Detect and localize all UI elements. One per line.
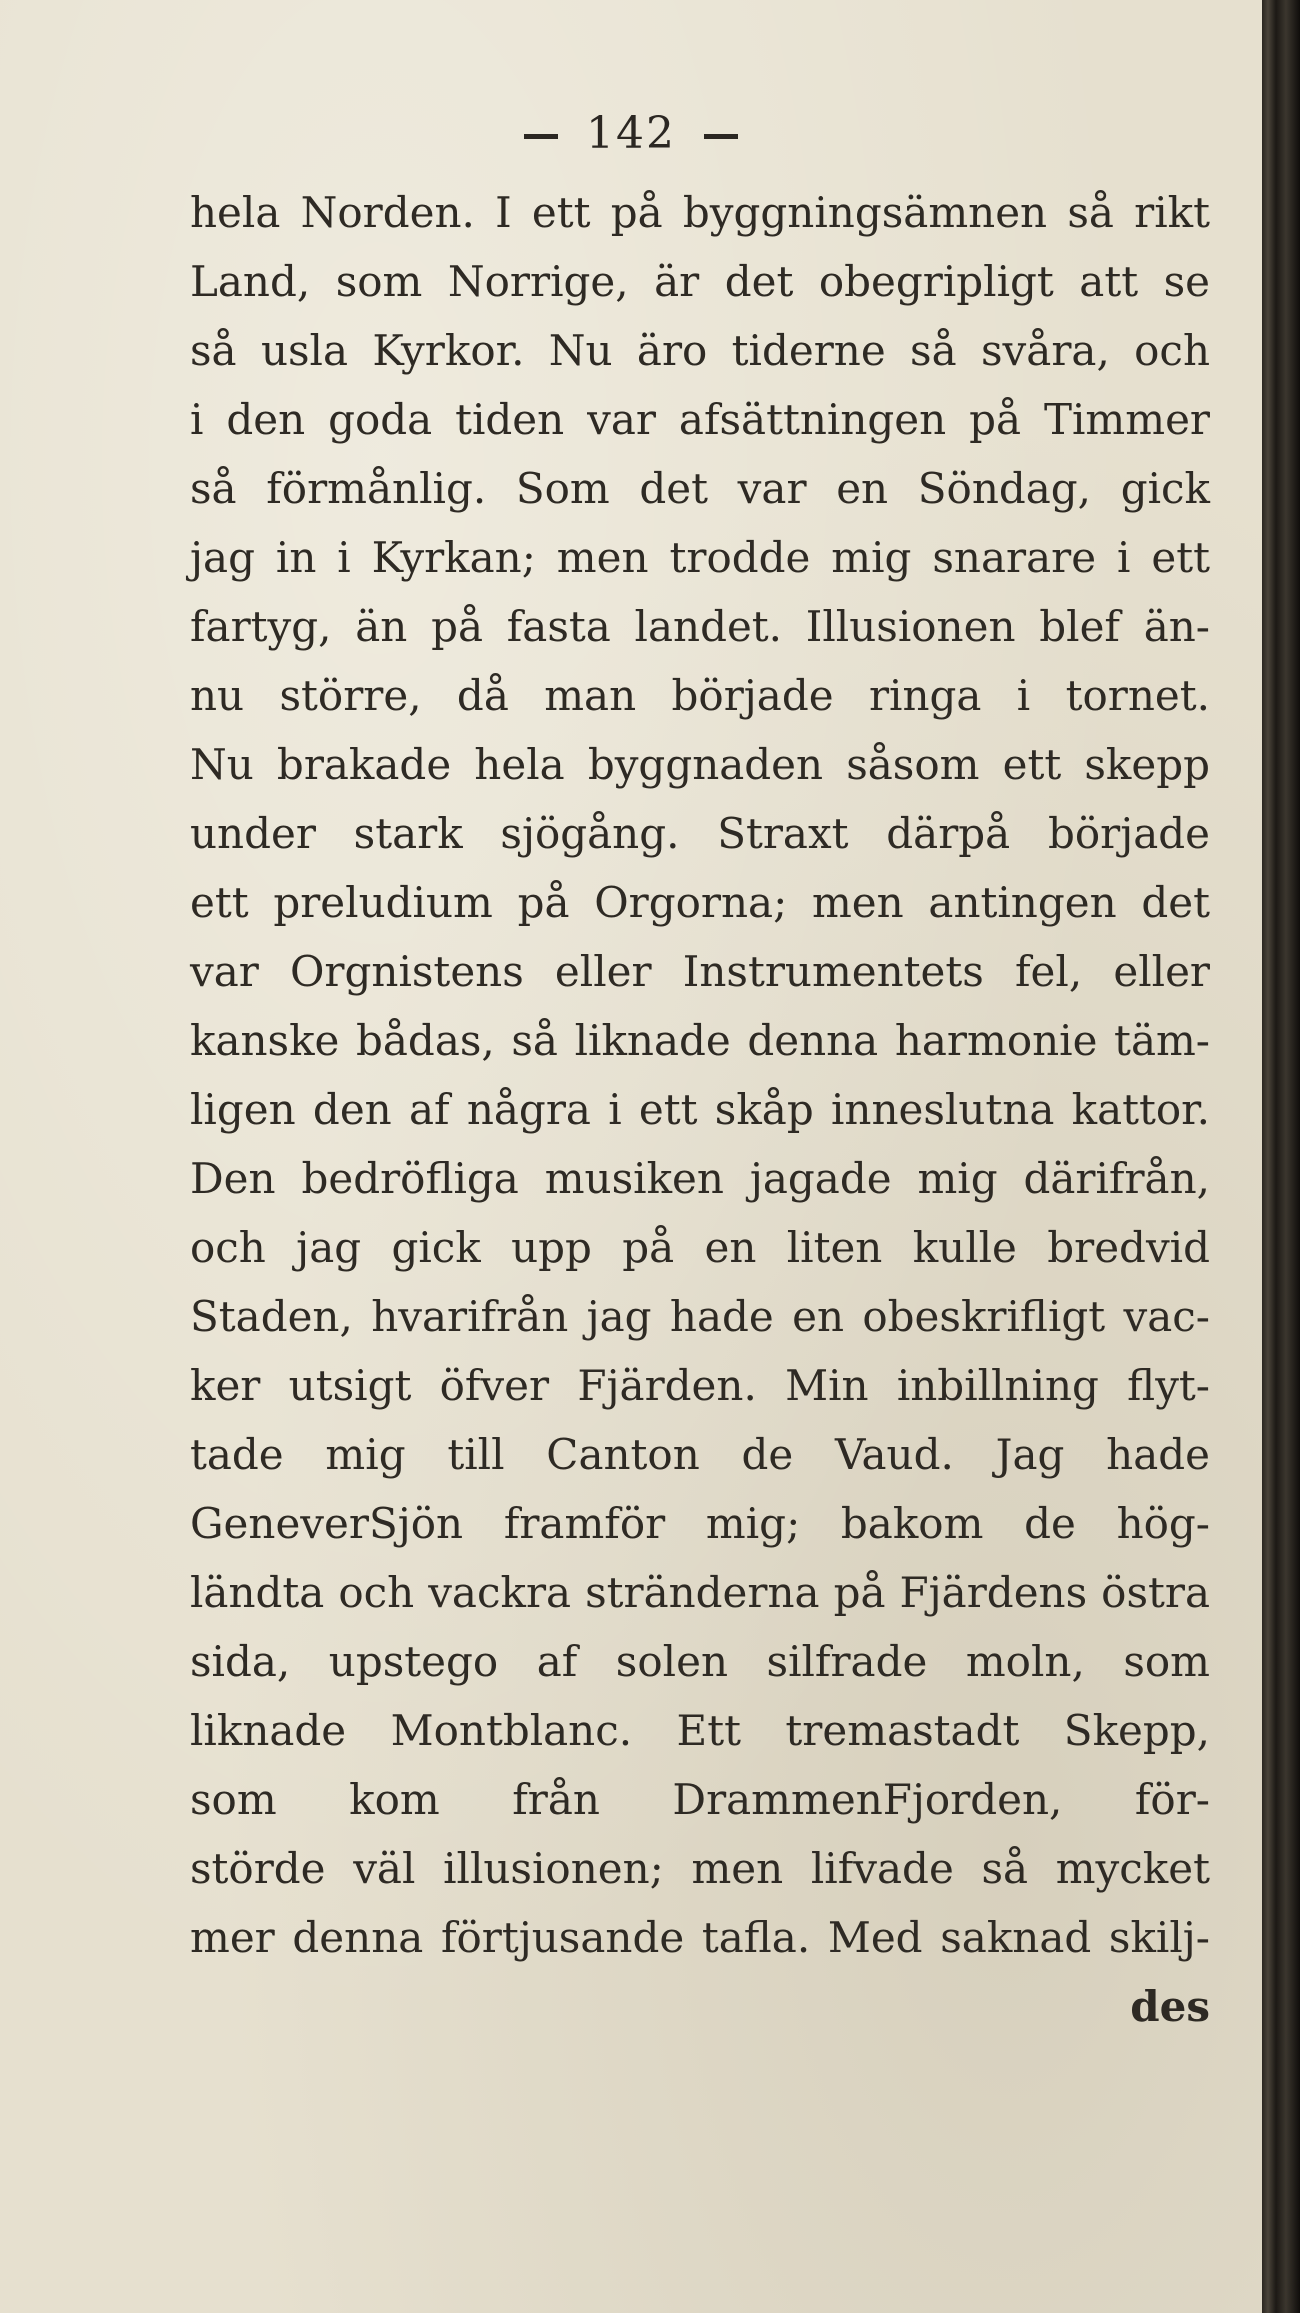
text-line: mer denna förtjusande tafla. Med saknad skilj- <box>190 1913 1210 1962</box>
text-line: nu större, då man började ringa i tornet. <box>190 671 1210 720</box>
text-line: så usla Kyrkor. Nu äro tiderne så svåra, och <box>190 326 1210 375</box>
text-line: ett preludium på Orgorna; men antingen det <box>190 878 1210 927</box>
catchword: des <box>1130 1982 1210 2031</box>
header-dash-right <box>704 134 738 139</box>
book-binding-edge <box>1262 0 1300 2313</box>
text-line: tade mig till Canton de Vaud. Jag hade <box>190 1430 1210 1479</box>
text-line: så förmånlig. Som det var en Söndag, gick <box>190 464 1210 513</box>
text-line: hela Norden. I ett på byggningsämnen så rikt <box>190 188 1210 237</box>
text-line: var Orgnistens eller Instrumentets fel, eller <box>190 947 1210 996</box>
text-line: liknade Montblanc. Ett tremastadt Skepp, <box>190 1706 1210 1755</box>
text-line: och jag gick upp på en liten kulle bredvid <box>190 1223 1210 1272</box>
text-line: under stark sjögång. Straxt därpå började <box>190 809 1210 858</box>
text-line: som kom från DrammenFjorden, för- <box>190 1775 1210 1824</box>
text-line: kanske bådas, så liknade denna harmonie täm- <box>190 1016 1210 1065</box>
text-line: sida, upstego af solen silfrade moln, som <box>190 1637 1210 1686</box>
text-line: ker utsigt öfver Fjärden. Min inbillning flyt- <box>190 1361 1210 1410</box>
text-line: Land, som Norrige, är det obegripligt att se <box>190 257 1210 306</box>
text-line: störde väl illusionen; men lifvade så mycket <box>190 1844 1210 1893</box>
page-number: 142 <box>586 108 676 159</box>
body-text <box>190 178 1210 2041</box>
page-header <box>0 108 1262 159</box>
text-line: Den bedröfliga musiken jagade mig därifrån, <box>190 1154 1210 1203</box>
text-line: Nu brakade hela byggnaden såsom ett skepp <box>190 740 1210 789</box>
header-dash-left <box>524 134 558 139</box>
text-line: ländta och vackra stränderna på Fjärdens östra <box>190 1568 1210 1617</box>
text-line: GeneverSjön framför mig; bakom de hög- <box>190 1499 1210 1548</box>
text-line: fartyg, än på fasta landet. Illusionen blef än- <box>190 602 1210 651</box>
text-line: i den goda tiden var afsättningen på Timmer <box>190 395 1210 444</box>
text-line: Staden, hvarifrån jag hade en obeskrifligt vac- <box>190 1292 1210 1341</box>
text-line: ligen den af några i ett skåp inneslutna kattor. <box>190 1085 1210 1134</box>
text-line: jag in i Kyrkan; men trodde mig snarare i ett <box>190 533 1210 582</box>
